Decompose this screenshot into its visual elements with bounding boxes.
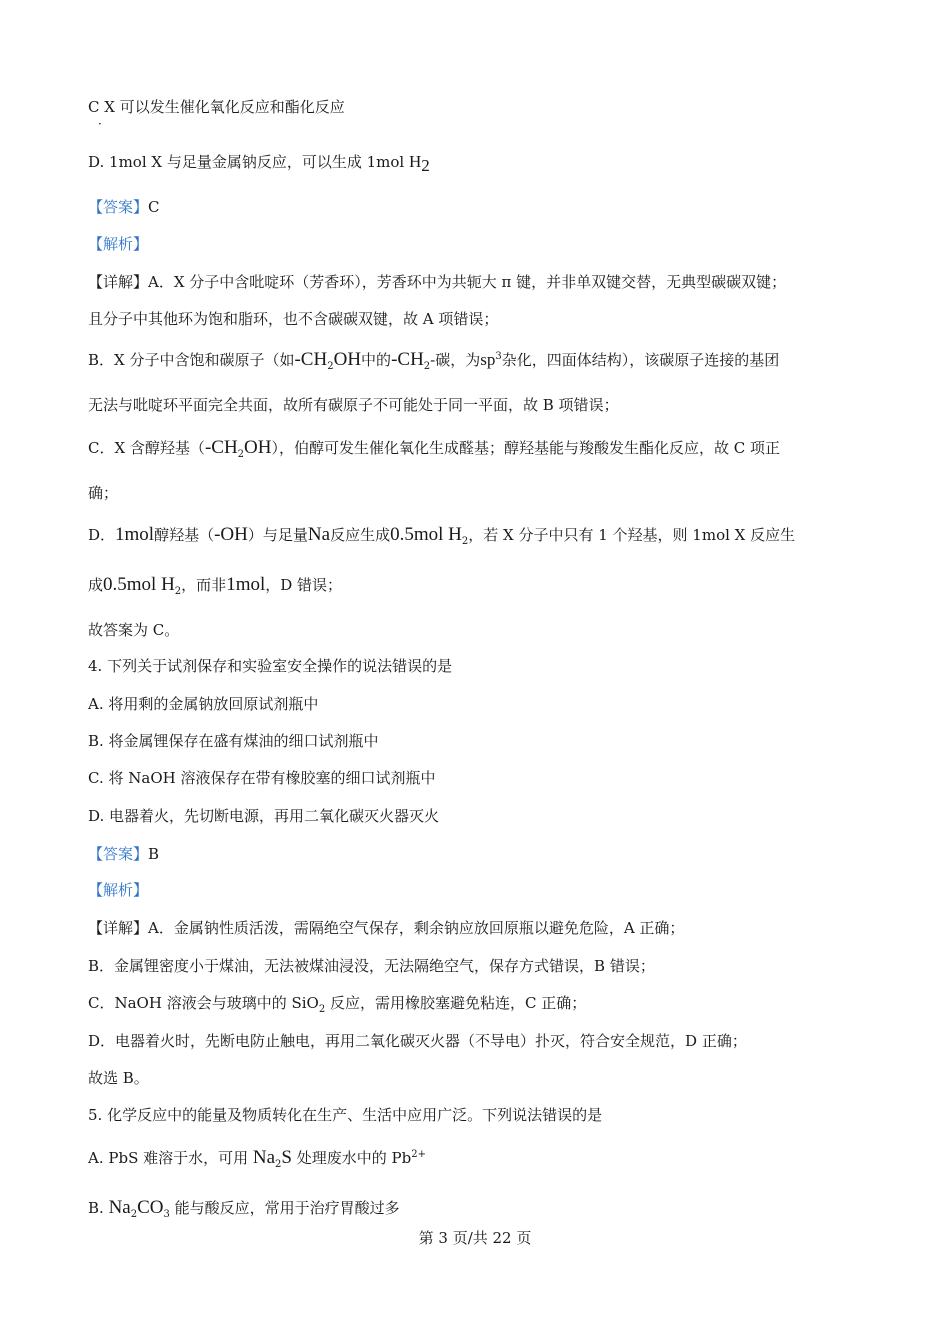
page-footer: 第 3 页/共 22 页	[418, 1229, 532, 1247]
detail-3b-cont: 无法与吡啶环平面完全共面，故所有碳原子不可能处于同一平面，故 B 项错误；	[88, 396, 619, 414]
answer-3: 【答案】C	[88, 198, 160, 216]
detail-3a: 【详解】A．X 分子中含吡啶环（芳香环），芳香环中为共轭大 π 键，并非单双键交替，无典型碳碳双键；	[88, 273, 787, 291]
option-4a: A. 将用剩的金属钠放回原试剂瓶中	[88, 695, 319, 713]
conclusion-3: 故答案为 C。	[88, 621, 180, 639]
detail-3d-cont: 成0.5mol $H_2$，而非1mol，D 错误；	[88, 574, 343, 597]
question-5: 5. 化学反应中的能量及物质转化在生产、生活中应用广泛。下列说法错误的是	[88, 1106, 603, 1124]
option-4d: D. 电器着火，先切断电源，再用二氧化碳灭火器灭火	[88, 807, 440, 825]
detail-3d: D．1mol醇羟基（-OH）与足量Na反应生成0.5mol $H_2$，若 X 分子中只有 1 个羟基，则 1mol X 反应生	[88, 524, 796, 547]
answer-4: 【答案】B	[88, 845, 160, 863]
conclusion-4: 故选 B。	[88, 1069, 149, 1087]
detail-3a-cont: 且分子中其他环为饱和脂环，也不含碳碳双键，故 A 项错误；	[88, 310, 499, 328]
detail-3c: C．X 含醇羟基$(-CH_2OH)$，伯醇可发生催化氧化生成醛基；醇羟基能与羧酸发生酯化反应，故 C 项正	[88, 437, 781, 460]
option-4b: B. 将金属锂保存在盛有煤油的细口试剂瓶中	[88, 732, 379, 750]
detail-4d: D．电器着火时，先断电防止触电，再用二氧化碳灭火器（不导电）扑灭，符合安全规范，D 正确；	[88, 1032, 747, 1050]
detail-4a: 【详解】A．金属钠性质活泼，需隔绝空气保存，剩余钠应放回原瓶以避免危险，A 正确；	[88, 919, 685, 937]
detail-4b: B．金属锂密度小于煤油，无法被煤油浸没，无法隔绝空气，保存方式错误，B 错误；	[88, 957, 655, 975]
option-3d: D. 1mol X 与足量金属钠反应，可以生成 1mol $H_2$	[88, 152, 430, 175]
option-5b: B. $Na_2CO_3$ 能与酸反应，常用于治疗胃酸过多	[88, 1197, 400, 1220]
option-5a: A. PbS 难溶于水，可用 $Na_2S$ 处理废水中的 $Pb^{2+}$	[88, 1147, 426, 1170]
detail-3b: B．X 分子中含饱和碳原子（如$-CH_2OH$中的$-CH_2-$碳，为$sp^3$杂化，四面体结构），该碳原子连接的基团	[88, 349, 780, 372]
stray-dot: ·	[98, 117, 102, 131]
option-3c: C X 可以发生催化氧化反应和酯化反应	[88, 98, 345, 116]
analysis-label-3: 【解析】	[88, 235, 149, 253]
analysis-label-4: 【解析】	[88, 881, 149, 899]
question-4: 4. 下列关于试剂保存和实验室安全操作的说法错误的是	[88, 657, 453, 675]
detail-3c-cont: 确；	[88, 484, 119, 502]
option-4c: C. 将 NaOH 溶液保存在带有橡胶塞的细口试剂瓶中	[88, 769, 436, 787]
detail-4c: C．NaOH 溶液会与玻璃中的 SiO$_2$ 反应，需用橡胶塞避免粘连，C 正确；	[88, 994, 587, 1015]
